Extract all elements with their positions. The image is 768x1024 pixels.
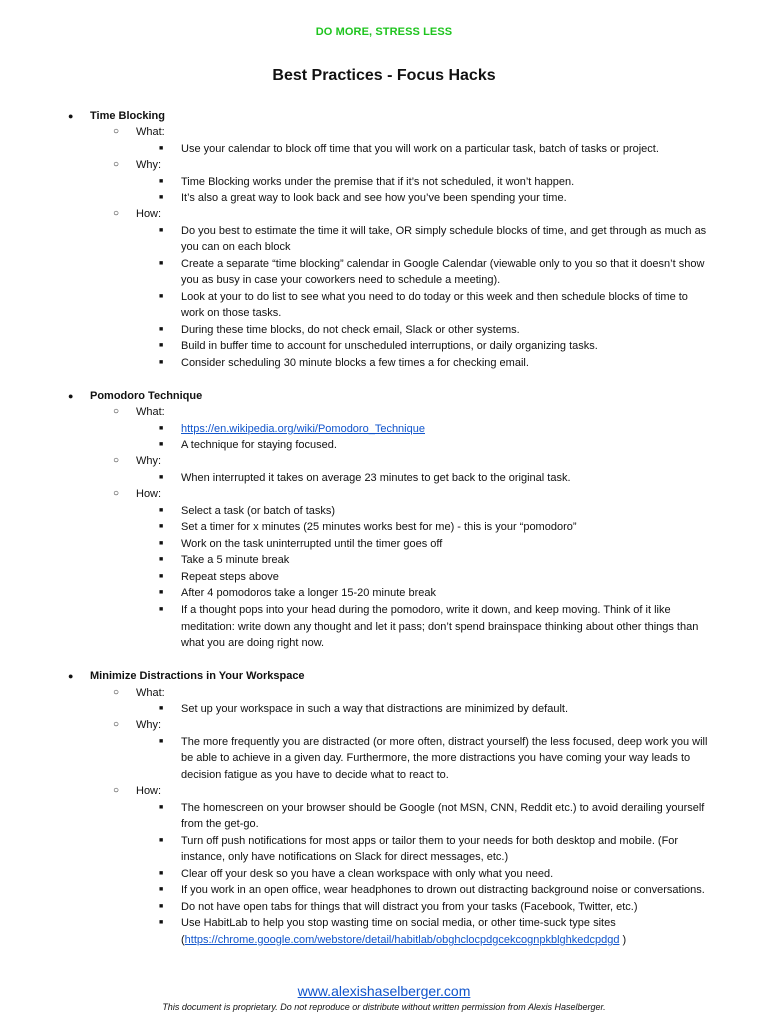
bullet-square: ■ — [159, 886, 164, 893]
footer-proprietary-note: This document is proprietary. Do not reproduce or distribute without written permission from Alexis Haselberger. — [162, 1002, 606, 1012]
list-item: During these time blocks, do not check email, Slack or other systems. — [181, 324, 520, 336]
bullet-square: ■ — [159, 870, 164, 877]
bullet-circle: ○ — [113, 126, 120, 137]
list-item: After 4 pomodoros take a longer 15-20 minute break — [181, 587, 436, 599]
list-item: The more frequently you are distracted (or more often, distract yourself) the less focused, deep work you will — [181, 736, 708, 748]
bullet-square: ■ — [159, 606, 164, 613]
subheading-why: Why: — [136, 455, 162, 467]
subheading-how: How: — [136, 208, 162, 220]
bullet-disc: ● — [68, 391, 74, 401]
list-item: Use HabitLab to help you stop wasting time on social media, or other time-suck type sites — [181, 917, 616, 929]
list-item: Do you best to estimate the time it will take, OR simply schedule blocks of time, and get through as much as — [181, 225, 707, 237]
bullet-circle: ○ — [113, 785, 120, 796]
bullet-square: ■ — [159, 178, 164, 185]
list-item: Do not have open tabs for things that will distract you from your tasks (Facebook, Twitter, etc.) — [181, 901, 638, 913]
subheading-what: What: — [136, 126, 165, 138]
list-item-continuation: meditation: write down any thought and let it pass; don’t spend brainspace thinking about other things than — [181, 621, 699, 633]
subheading-what: What: — [136, 406, 165, 418]
list-item: When interrupted it takes on average 23 minutes to get back to the original task. — [181, 472, 571, 484]
tagline: DO MORE, STRESS LESS — [315, 26, 453, 38]
bullet-square: ■ — [159, 903, 164, 910]
list-item-continuation: what you are doing right now. — [181, 637, 325, 649]
list-item: Time Blocking works under the premise that if it’s not scheduled, it won’t happen. — [181, 176, 575, 188]
list-item-continuation: be able to achieve in a given day. Furthermore, the more distractions you have coming your way leads to — [181, 752, 691, 764]
footer-website — [0, 983, 768, 999]
bullet-square: ■ — [159, 705, 164, 712]
paren-open: ( — [181, 934, 185, 946]
bullet-square: ■ — [159, 919, 164, 926]
list-item: If you work in an open office, wear headphones to drown out distracting background noise or conversations. — [181, 884, 705, 896]
bullet-square: ■ — [159, 804, 164, 811]
subheading-what: What: — [136, 687, 165, 699]
list-item: Look at your to do list to see what you need to do today or this week and then schedule blocks of time to — [181, 291, 688, 303]
list-item: A technique for staying focused. — [181, 439, 337, 451]
bullet-square: ■ — [159, 523, 164, 530]
list-item: Select a task (or batch of tasks) — [181, 505, 336, 517]
list-item: If a thought pops into your head during the pomodoro, write it down, and keep moving. Think of it like — [181, 604, 671, 616]
bullet-square: ■ — [159, 260, 164, 267]
bullet-circle: ○ — [113, 687, 120, 698]
subheading-how: How: — [136, 488, 162, 500]
list-item-continuation: instance, only have notifications on Slack for direct messages, etc.) — [181, 851, 509, 863]
bullet-square: ■ — [159, 227, 164, 234]
bullet-square: ■ — [159, 194, 164, 201]
list-item: Consider scheduling 30 minute blocks a few times a for checking email. — [181, 357, 529, 369]
list-item: The homescreen on your browser should be Google (not MSN, CNN, Reddit etc.) to avoid derailing yourself — [181, 802, 705, 814]
list-item: Set up your workspace in such a way that distractions are minimized by default. — [181, 703, 569, 715]
bullet-circle: ○ — [113, 488, 120, 499]
list-item: Take a 5 minute break — [181, 554, 290, 566]
bullet-square: ■ — [159, 359, 164, 366]
list-item: Clear off your desk so you have a clean workspace with only what you need. — [181, 868, 554, 880]
habitlab-link-line — [181, 932, 626, 948]
list-item-continuation: you can on each block — [181, 241, 291, 253]
list-item: Create a separate “time blocking” calendar in Google Calendar (viewable only to you so that it doesn’t show — [181, 258, 705, 270]
list-item-continuation: decision fatigue as you have to decide what to react to. — [181, 769, 449, 781]
document-title: Best Practices - Focus Hacks — [272, 67, 496, 84]
bullet-square: ■ — [159, 837, 164, 844]
subheading-why: Why: — [136, 159, 162, 171]
bullet-square: ■ — [159, 738, 164, 745]
list-item: It’s also a great way to look back and see how you’ve been spending your time. — [181, 192, 567, 204]
list-item: Repeat steps above — [181, 571, 279, 583]
list-item: Set a timer for x minutes (25 minutes works best for me) - this is your “pomodoro” — [181, 521, 577, 533]
bullet-square: ■ — [159, 293, 164, 300]
list-item-continuation: you as busy in case your coworkers need to schedule a meeting). — [181, 274, 501, 286]
subheading-how: How: — [136, 785, 162, 797]
section-heading: Minimize Distractions in Your Workspace — [90, 670, 305, 682]
bullet-circle: ○ — [113, 406, 120, 417]
bullet-square: ■ — [159, 540, 164, 547]
bullet-square: ■ — [159, 556, 164, 563]
bullet-circle: ○ — [113, 719, 120, 730]
list-item-continuation: from the get-go. — [181, 818, 259, 830]
list-item-continuation: work on those tasks. — [181, 307, 282, 319]
bullet-circle: ○ — [113, 159, 120, 170]
bullet-circle: ○ — [113, 208, 120, 219]
habitlab-link[interactable]: https://chrome.google.com/webstore/detail/habitlab/obghclocpdgcekcognpkblghkedcpdgd — [184, 934, 620, 946]
bullet-circle: ○ — [113, 455, 120, 466]
bullet-disc: ● — [68, 671, 74, 681]
bullet-square: ■ — [159, 573, 164, 580]
bullet-square: ■ — [159, 441, 164, 448]
wikipedia-link[interactable]: https://en.wikipedia.org/wiki/Pomodoro_Technique — [181, 423, 425, 435]
bullet-square: ■ — [159, 145, 164, 152]
bullet-disc: ● — [68, 111, 74, 121]
bullet-square: ■ — [159, 474, 164, 481]
bullet-square: ■ — [159, 342, 164, 349]
list-item: Turn off push notifications for most apps or tailor them to your needs for both desktop and mobile. (For — [181, 835, 679, 847]
bullet-square: ■ — [159, 425, 164, 432]
website-link[interactable]: www.alexishaselberger.com — [297, 983, 471, 999]
list-item: Build in buffer time to account for unscheduled interruptions, or daily organizing tasks. — [181, 340, 598, 352]
paren-close: ) — [619, 934, 627, 946]
bullet-square: ■ — [159, 507, 164, 514]
list-item: Use your calendar to block off time that you will work on a particular task, batch of tasks or project. — [181, 143, 659, 155]
list-item: Work on the task uninterrupted until the timer goes off — [181, 538, 443, 550]
bullet-square: ■ — [159, 326, 164, 333]
subheading-why: Why: — [136, 719, 162, 731]
section-heading: Time Blocking — [90, 110, 165, 122]
bullet-square: ■ — [159, 589, 164, 596]
section-heading: Pomodoro Technique — [90, 390, 203, 402]
